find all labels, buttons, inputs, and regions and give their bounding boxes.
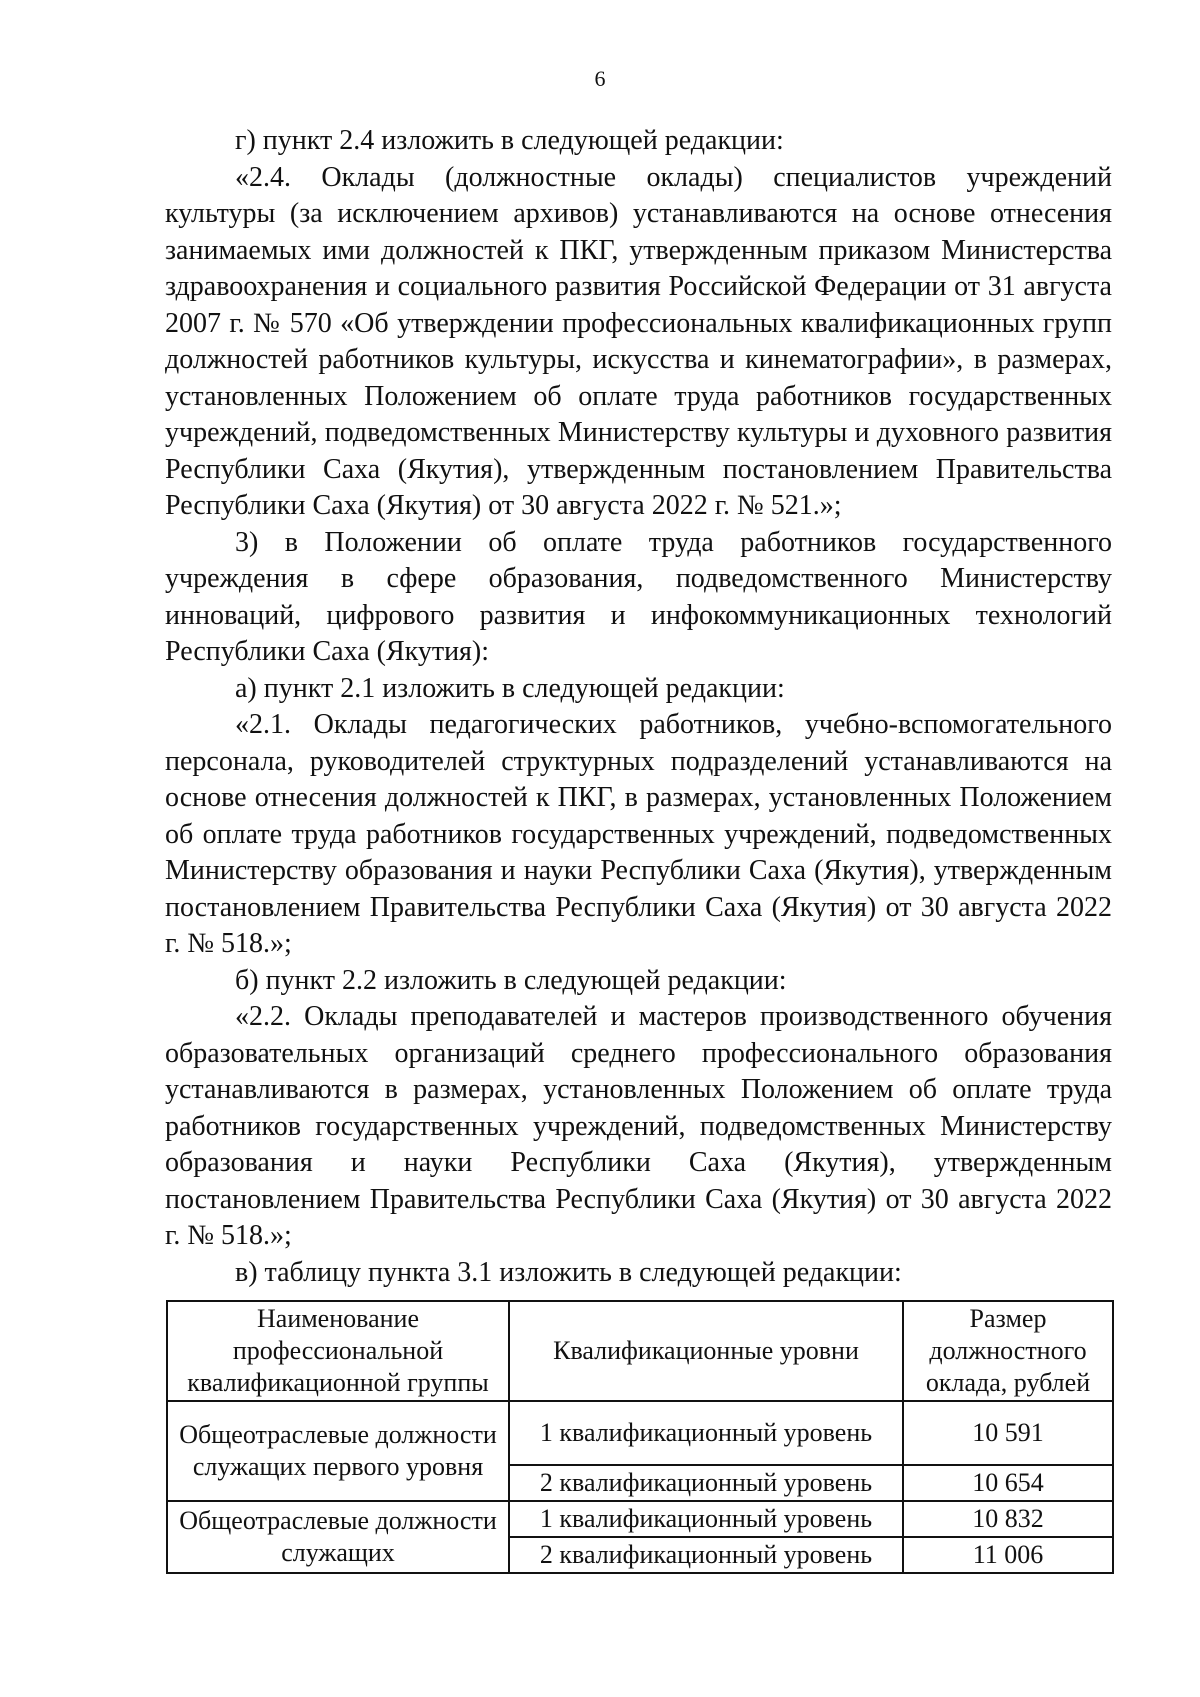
level-cell: 1 квалификационный уровень — [509, 1501, 903, 1537]
paragraph-item-a: а) пункт 2.1 изложить в следующей редакции: — [235, 672, 785, 704]
paragraph-item-b: б) пункт 2.2 изложить в следующей редакции: — [235, 964, 787, 996]
salary-cell: 11 006 — [903, 1537, 1113, 1573]
paragraph-clause-2-2: «2.2. Оклады преподавателей и мастеров производственного обучения образовательных организаций среднего профессионального образования устанавливаются в размерах, установленных Положением об оплате труда работников государственных учреждений, подведомственных Министерству образования и науки Республики Саха (Якутия), утвержденным постановлением Правительства Республики Саха (Якутия) от 30 августа 2022 г. № 518.»; — [165, 1001, 1112, 1251]
document-body — [165, 123, 1112, 1291]
salary-table — [166, 1300, 1114, 1574]
group-name-cell: Общеотраслевые должности служащих первого уровня — [167, 1401, 509, 1501]
header-salary: Размер должностного оклада, рублей — [903, 1301, 1113, 1401]
paragraph-item-3: 3) в Положении об оплате труда работников государственного учреждения в сфере образования, подведомственного Министерству инноваций, цифрового развития и инфокоммуникационных технологий Республики Саха (Якутия): — [165, 526, 1112, 667]
page-number: 6 — [594, 66, 606, 91]
group-name-cell: Общеотраслевые должности служащих — [167, 1501, 509, 1573]
paragraph-clause-2-1: «2.1. Оклады педагогических работников, учебно-вспомогательного персонала, руководителей структурных подразделений устанавливаются на основе отнесения должностей к ПКГ, в размерах, установленных Положением об оплате труда работников государственных учреждений, подведомственных Министерству образования и науки Республики Саха (Якутия), утвержденным постановлением Правительства Республики Саха (Якутия) от 30 августа 2022 г. № 518.»; — [165, 709, 1112, 959]
table-header-row — [167, 1301, 1113, 1401]
salary-cell: 10 654 — [903, 1465, 1113, 1501]
table-row — [167, 1401, 1113, 1465]
paragraph-item-g: г) пункт 2.4 изложить в следующей редакции: — [235, 125, 784, 156]
salary-cell: 10 832 — [903, 1501, 1113, 1537]
salary-table-container — [166, 1300, 1112, 1574]
paragraph-item-v: в) таблицу пункта 3.1 изложить в следующей редакции: — [235, 1256, 902, 1288]
level-cell: 2 квалификационный уровень — [509, 1537, 903, 1573]
paragraph-clause-2-4: «2.4. Оклады (должностные оклады) специалистов учреждений культуры (за исключением архивов) устанавливаются на основе отнесения занимаемых ими должностей к ПКГ, утвержденным приказом Министерства здравоохранения и социального развития Российской Федерации от 31 августа 2007 г. № 570 «Об утверждении профессиональных квалификационных групп должностей работников культуры, искусства и кинематографии», в размерах, установленных Положением об оплате труда работников государственных учреждений, подведомственных Министерству культуры и духовного развития Республики Саха (Якутия), утвержденным постановлением Правительства Республики Саха (Якутия) от 30 августа 2022 г. № 521.»; — [165, 161, 1112, 521]
table-row — [167, 1501, 1113, 1537]
level-cell: 2 квалификационный уровень — [509, 1465, 903, 1501]
header-group: Наименование профессиональной квалификационной группы — [167, 1301, 509, 1401]
salary-cell: 10 591 — [903, 1401, 1113, 1465]
header-level: Квалификационные уровни — [509, 1301, 903, 1401]
level-cell: 1 квалификационный уровень — [509, 1401, 903, 1465]
